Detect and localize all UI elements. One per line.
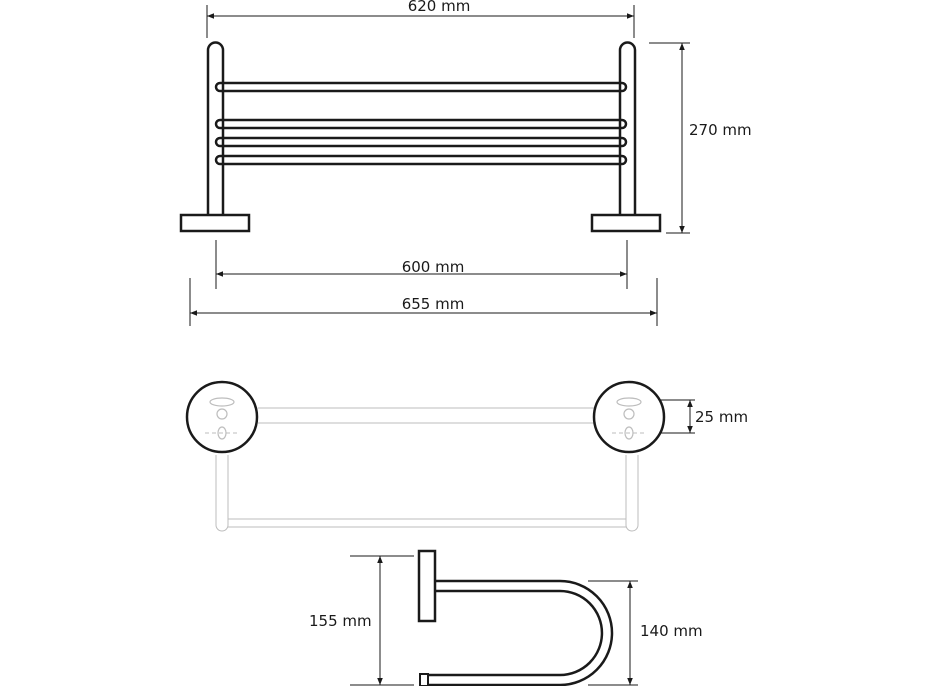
hidden-arm-right: [626, 455, 638, 531]
left-screw-hole-upper: [217, 409, 227, 419]
dimension-label-25: 25 mm: [695, 408, 749, 426]
top-view: [187, 382, 748, 531]
dimension-label-620: 620 mm: [407, 0, 471, 15]
right-screw-slot: [617, 398, 641, 406]
front-view: [181, 0, 752, 326]
rail-middle: [216, 120, 626, 128]
left-rosette: [187, 382, 257, 452]
wall-plate: [419, 551, 435, 621]
side-view: [309, 551, 703, 686]
dimension-label-155: 155 mm: [309, 612, 372, 630]
right-base-plate: [592, 215, 660, 231]
dimension-label-140: 140 mm: [640, 622, 703, 640]
hidden-arm-left: [216, 455, 228, 531]
u-arm-inner: [428, 591, 602, 675]
left-base-plate: [181, 215, 249, 231]
left-screw-slot: [210, 398, 234, 406]
rail-lower: [216, 138, 626, 146]
right-rosette: [594, 382, 664, 452]
dimension-label-655: 655 mm: [401, 295, 465, 313]
rail-bottom: [216, 156, 626, 164]
dimension-label-270: 270 mm: [689, 121, 752, 139]
dimension-label-600: 600 mm: [401, 258, 465, 276]
u-arm-outer: [428, 581, 612, 685]
arm-end-cap: [420, 674, 428, 686]
rail-top: [216, 83, 626, 91]
right-screw-hole-upper: [624, 409, 634, 419]
